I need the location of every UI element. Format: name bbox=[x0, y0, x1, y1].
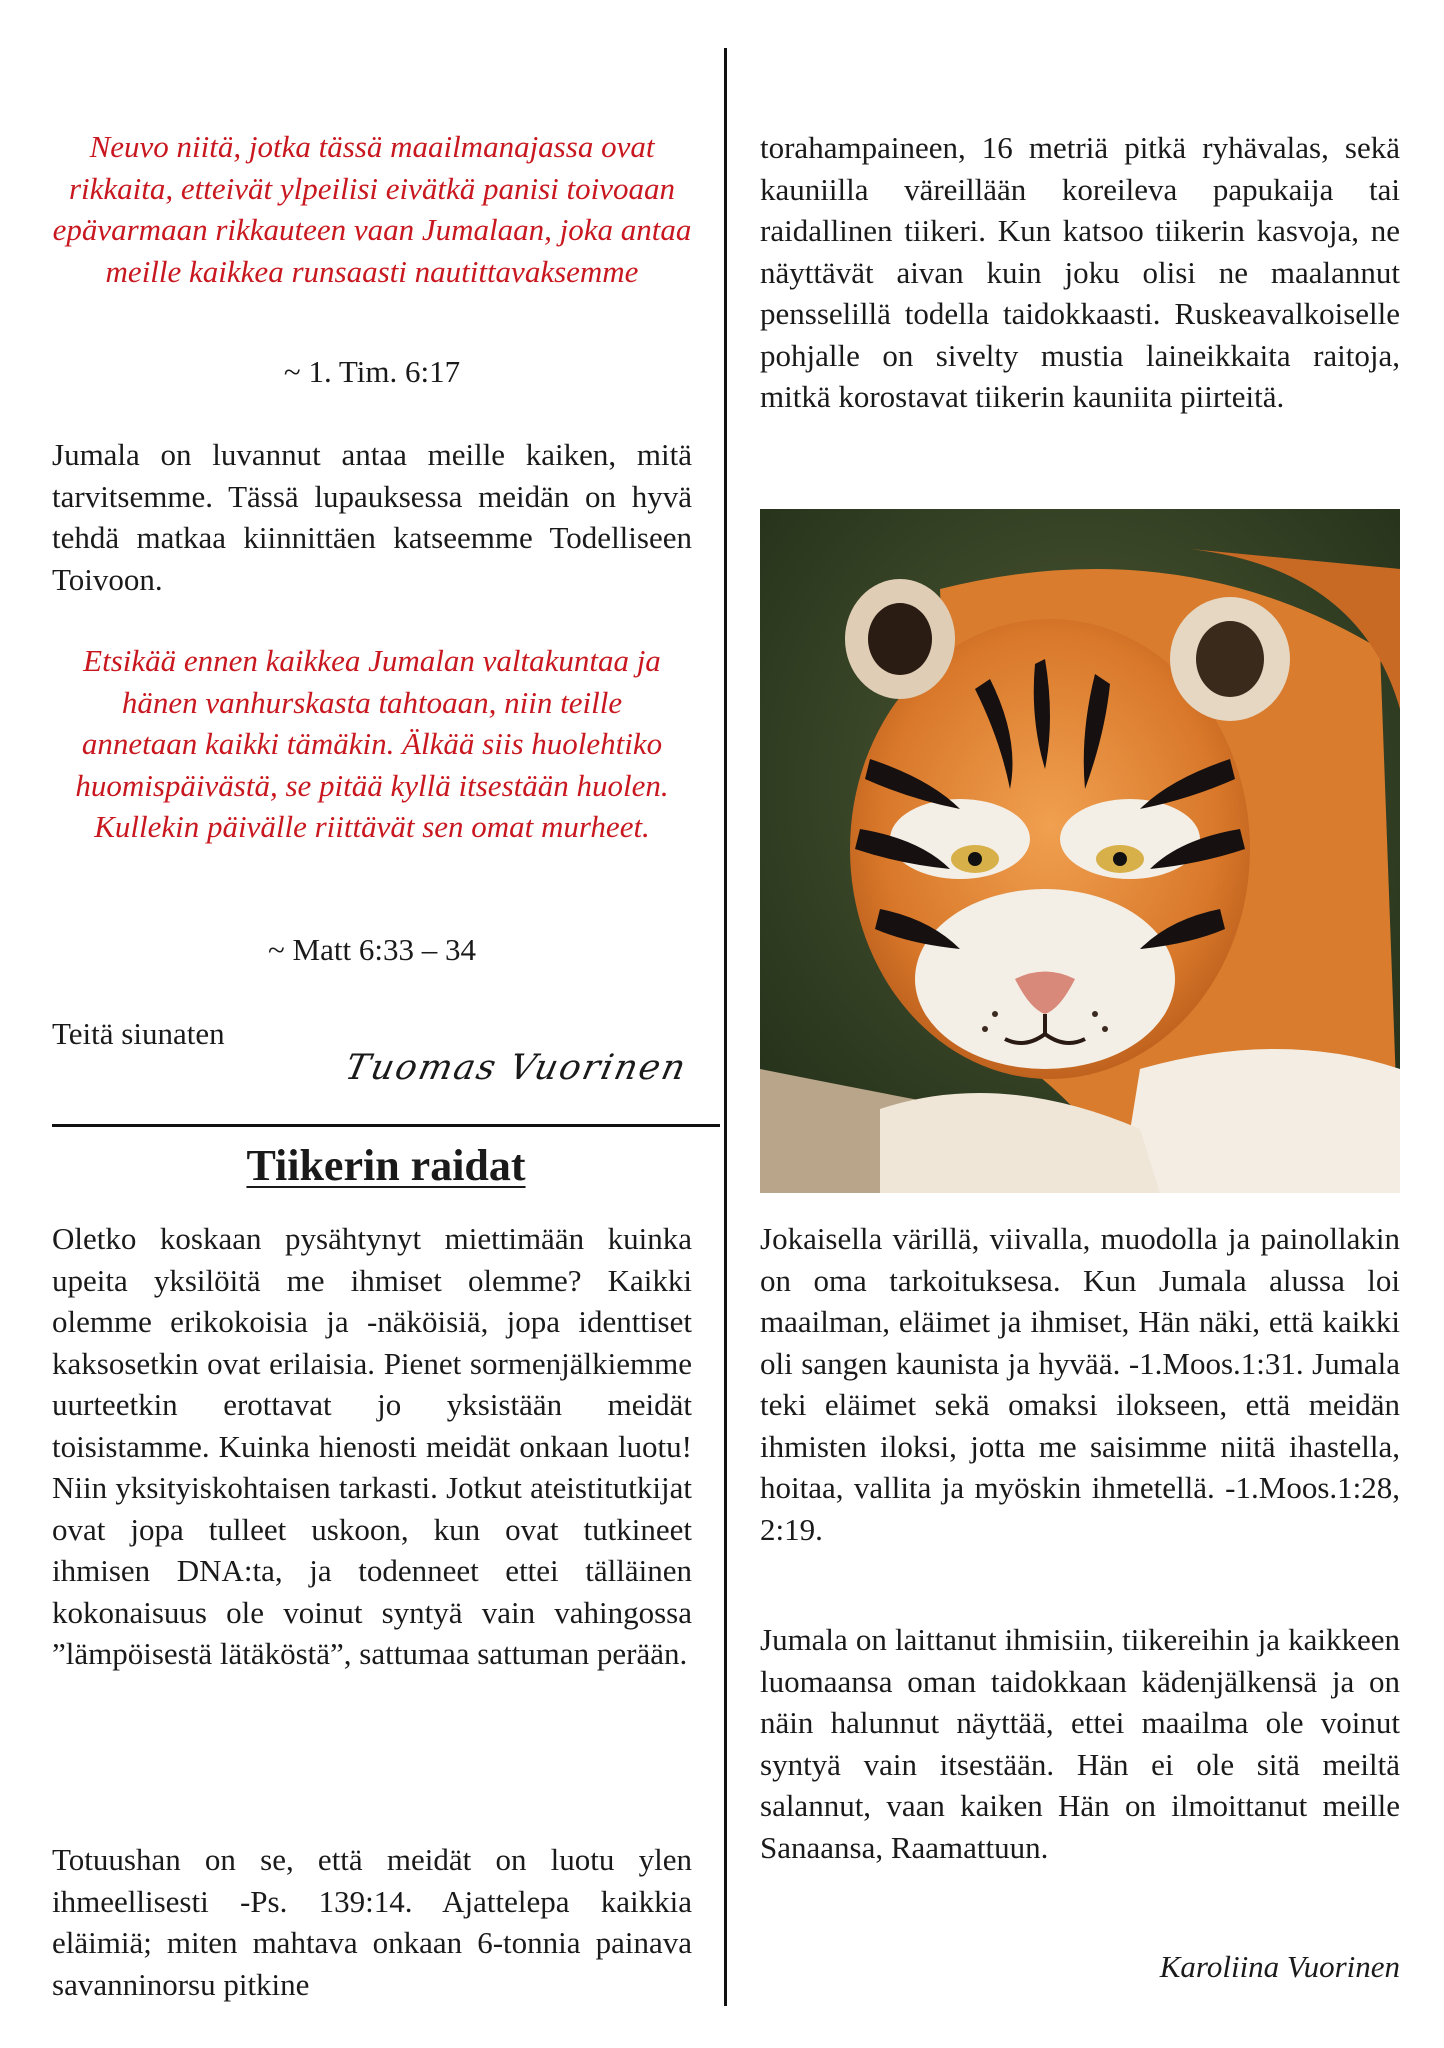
signature-tuomas: Tuomas Vuorinen bbox=[341, 1048, 691, 1088]
scripture-ref-1: ~ 1. Tim. 6:17 bbox=[283, 354, 461, 389]
article-title: Tiikerin raidat bbox=[246, 1141, 526, 1190]
intro-paragraph: Jumala on luvannut antaa meille kaiken, mitä tarvitsemme. Tässä lupauksessa meidän on hyvä tehdä matkaa kiinnittäen katseemme Todelliseen Toivoon. bbox=[52, 437, 692, 597]
closing-greeting: Teitä siunaten bbox=[52, 1016, 225, 1051]
article-paragraph-2: Totuushan on se, että meidät on luotu ylen ihmeellisesti -Ps. 139:14. Ajattelepa kaikkia eläimiä; miten mahtava onkaan 6-tonnia painava savanninorsu pitkine bbox=[52, 1842, 692, 2002]
article-paragraph-continued: torahampaineen, 16 metriä pitkä ryhävalas, sekä kauniilla väreillään koreileva papukaija tai raidallinen tiikeri. Kun katsoo tiikerin kasvoja, ne näyttävät aivan kuin joku olisi ne maalannut pensselillä todella taidokkaasti. Ruskeavalkoiselle pohjalle on sivelty mustia laineikkaita raitoja, mitkä korostavat tiikerin kauniita piirteitä. bbox=[760, 130, 1400, 414]
article-paragraph-4: Jumala on laittanut ihmisiin, tiikereihin ja kaikkeen luomaansa oman taidokkaan kädenjälkensä ja on näin halunnut näyttää, ettei maailma ole voinut syntyä vain itsestään. Hän ei ole sitä meiltä salannut, vaan kaiken Hän on ilmoittanut meille Sanaansa, Raamattuun. bbox=[760, 1622, 1400, 1865]
article-paragraph-1: Oletko koskaan pysähtynyt miettimään kuinka upeita yksilöitä me ihmiset olemme? Kaikki olemme erikokoisia ja -näköisiä, jopa identtiset kaksosetkin ovat erilaisia. Pienet sormenjälkiemme uurteetkin erottavat jo yksistään meidät toisistamme. Kuinka hienosti meidät onkaan luotu! Niin yksityiskohtaisen tarkasti. Jotkut ateistitutkijat ovat jopa tulleet uskoon, kun ovat tutkineet ihmisen DNA:ta, ja todenneet ettei tälläinen kokonaisuus ole voinut syntyä vain vahingossa ”lämpöisestä lätäköstä”, sattumaa sattuman perään. bbox=[52, 1221, 692, 1671]
scripture-quote-2: Etsikää ennen kaikkea Jumalan valtakuntaa ja hänen vanhurskasta tahtoaan, niin teille annetaan kaikki tämäkin. Älkää siis huolehtiko huomispäivästä, se pitää kyllä itsestään huolen. Kullekin päivälle riittävät sen omat murheet. bbox=[75, 643, 669, 844]
column-divider bbox=[724, 48, 727, 2006]
section-divider bbox=[52, 1124, 720, 1127]
author-name: Karoliina Vuorinen bbox=[1159, 1949, 1400, 1984]
scripture-ref-2: ~ Matt 6:33 – 34 bbox=[268, 932, 476, 967]
tiger-photo bbox=[760, 509, 1400, 1193]
article-paragraph-3: Jokaisella värillä, viivalla, muodolla ja painollakin on oma tarkoituksesa. Kun Jumala alussa loi maailman, eläimet ja ihmiset, Hän näki, että kaikki oli sangen kaunista ja hyvää. -1.Moos.1:31. Jumala teki eläimet sekä omaksi ilokseen, että meidän ihmisten iloksi, jotta me saisimme niitä ihastella, hoitaa, vallita ja myöskin ihmetellä. -1.Moos.1:28, 2:19. bbox=[760, 1221, 1400, 1547]
scripture-quote-1: Neuvo niitä, jotka tässä maailmanajassa ovat rikkaita, etteivät ylpeilisi eivätkä panisi toivoaan epävarmaan rikkauteen vaan Jumalaan, joka antaa meille kaikkea runsaasti nautittavaksemme bbox=[52, 129, 692, 289]
